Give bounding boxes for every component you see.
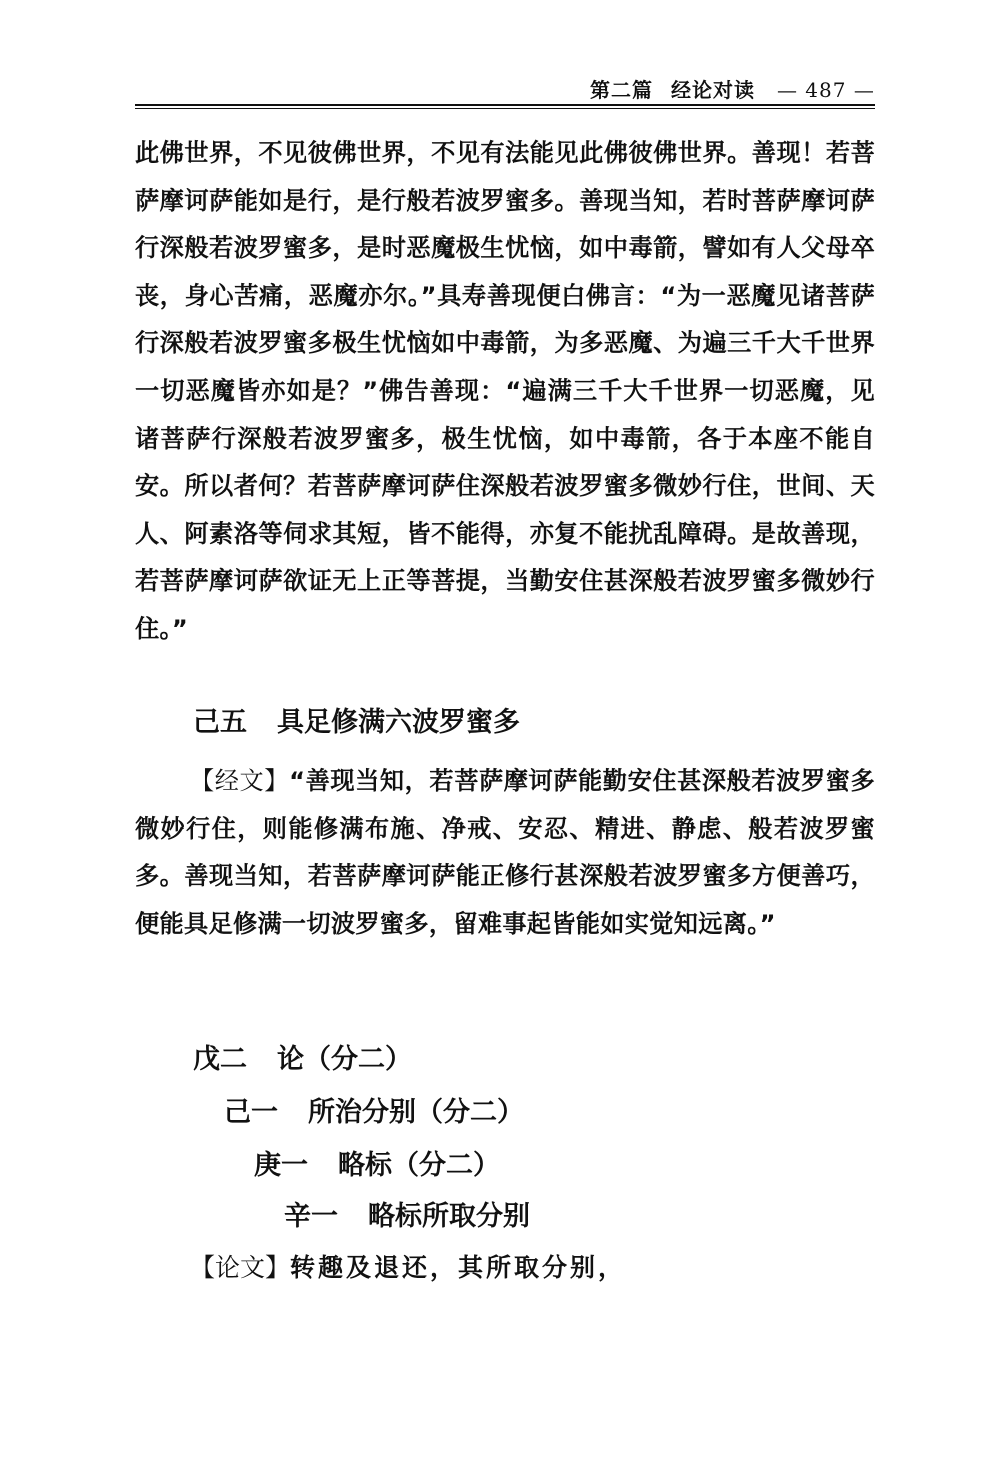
heading-wu2 <box>193 1043 412 1077</box>
page-number: — 487 — <box>776 78 875 102</box>
lunwen-label: 【论文】 <box>190 1253 291 1282</box>
sutra-paragraph-text: “善现当知，若菩萨摩诃萨能勤安住甚深般若波罗蜜多微妙行住，则能修满布施、净戒、安忍、精进、静虑、般若波罗蜜多。善现当知，若菩萨摩诃萨能正修行甚深般若波罗蜜多方便善巧，便能具足修满一切波罗蜜多，留难事起皆能如实觉知远离。” <box>135 767 875 938</box>
heading-geng1-label: 庚一 <box>254 1150 308 1181</box>
header-section: 第二篇 <box>590 78 653 102</box>
heading-wu2-label: 戊二 <box>193 1044 247 1075</box>
heading-xin1 <box>284 1200 530 1234</box>
heading-ji5-label: 己五 <box>193 707 247 738</box>
header-rule-thin <box>135 108 875 109</box>
header-title: 经论对读 <box>670 78 755 102</box>
heading-xin1-text: 略标所取分别 <box>368 1201 530 1232</box>
heading-geng1-text: 略标（分二） <box>338 1150 500 1181</box>
treatise-verse <box>190 1248 626 1288</box>
header-rule <box>135 104 875 106</box>
heading-wu2-text: 论（分二） <box>277 1044 412 1075</box>
heading-ji1 <box>224 1096 524 1130</box>
treatise-verse-text: 转趣及退还，其所取分别， <box>290 1253 627 1282</box>
heading-ji5-text: 具足修满六波罗蜜多 <box>277 707 520 738</box>
heading-ji1-text: 所治分别（分二） <box>308 1097 524 1128</box>
heading-ji5 <box>193 706 520 740</box>
jingwen-label: 【经文】 <box>190 767 290 795</box>
sutra-paragraph <box>135 758 875 948</box>
sutra-paragraph-continued: 此佛世界，不见彼佛世界，不见有法能见此佛彼佛世界。善现！若菩萨摩诃萨能如是行，是行般若波罗蜜多。善现当知，若时菩萨摩诃萨行深般若波罗蜜多，是时恶魔极生忧恼，如中毒箭，譬如有人父母卒丧，身心苦痛，恶魔亦尔。”具寿善现便白佛言：“为一恶魔见诸菩萨行深般若波罗蜜多极生忧恼如中毒箭，为多恶魔、为遍三千大千世界一切恶魔皆亦如是？”佛告善现：“遍满三千大千世界一切恶魔，见诸菩萨行深般若波罗蜜多，极生忧恼，如中毒箭，各于本座不能自安。所以者何？若菩萨摩诃萨住深般若波罗蜜多微妙行住，世间、天人、阿素洛等伺求其短，皆不能得，亦复不能扰乱障碍。是故善现，若菩萨摩诃萨欲证无上正等菩提，当勤安住甚深般若波罗蜜多微妙行住。” <box>135 139 875 643</box>
heading-ji1-label: 己一 <box>224 1097 278 1128</box>
running-header <box>590 74 875 103</box>
heading-xin1-label: 辛一 <box>284 1201 338 1232</box>
heading-geng1 <box>254 1149 500 1183</box>
